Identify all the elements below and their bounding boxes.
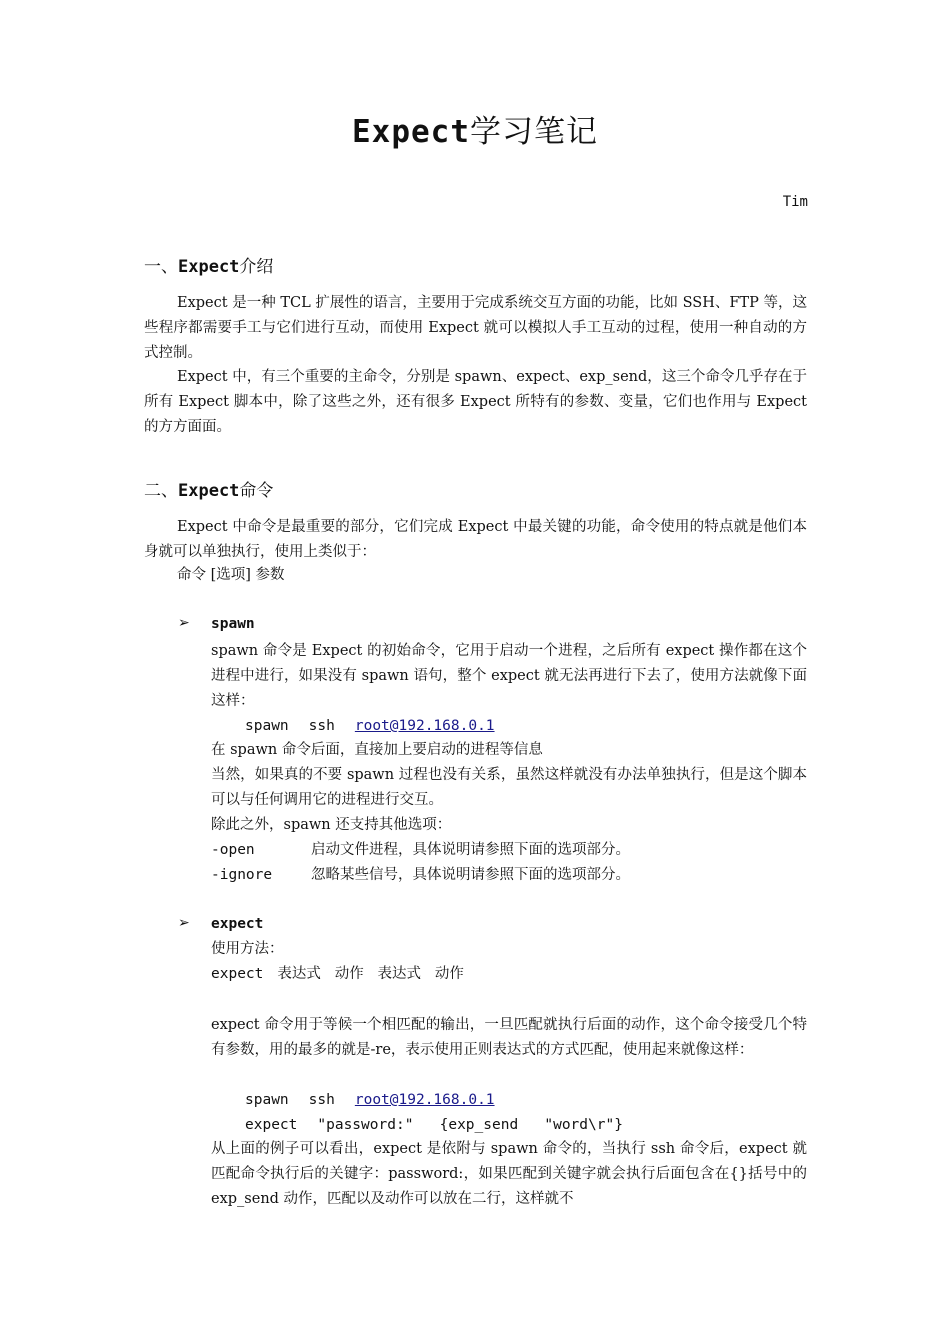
- spawn-option-ignore: [211, 863, 630, 888]
- section1-heading: [144, 252, 273, 277]
- section1-heading-en: Expect: [178, 257, 240, 277]
- section2-heading-zh: 命令: [239, 481, 274, 501]
- code-command: spawn: [245, 1092, 289, 1108]
- expect-heading: expect: [211, 916, 264, 932]
- title-en: Expect: [352, 114, 470, 150]
- syntax-args: 表达式 动作 表达式 动作: [277, 966, 464, 982]
- section1-number: 一、: [144, 257, 178, 277]
- code-command: spawn: [245, 718, 289, 734]
- expect-code-line-1: [245, 1088, 495, 1113]
- section1-paragraph-2: Expect 中，有三个重要的主命令，分别是 spawn、expect、exp_send，这三个命令几乎存在于所有 Expect 脚本中，除了这些之外，还有很多 Expect 所特有的参数、变量，它们也作用与 Expect 的方方面面。: [144, 369, 807, 435]
- bullet-arrow-icon: ➢: [178, 915, 190, 931]
- spawn-description: spawn 命令是 Expect 的初始命令，它用于启动一个进程，之后所有 expect 操作都在这个进程中进行，如果没有 spawn 语句，整个 expect 就无法再进行下去了，使用方法就像下面这样：: [211, 643, 807, 709]
- spawn-code-example: [245, 714, 495, 739]
- syntax-command: expect: [211, 966, 264, 982]
- spawn-heading: spawn: [211, 616, 255, 632]
- section2-heading-en: Expect: [178, 481, 240, 501]
- expect-usage-label: 使用方法：: [211, 941, 284, 957]
- option-description: 忽略某些信号，具体说明请参照下面的选项部分。: [311, 867, 630, 883]
- expect-syntax: [211, 962, 464, 987]
- code-argument: ssh: [308, 718, 335, 734]
- expect-code-line-2: [245, 1113, 623, 1138]
- command-syntax: 命令 [选项] 参数: [177, 567, 285, 583]
- document-title: [0, 106, 950, 151]
- bullet-arrow-icon: ➢: [178, 615, 190, 631]
- host-link[interactable]: root@192.168.0.1: [354, 1092, 495, 1108]
- option-name: -open: [211, 842, 255, 858]
- section1-paragraph-1: Expect 是一种 TCL 扩展性的语言，主要用于完成系统交互方面的功能，比如 SSH、FTP 等，这些程序都需要手工与它们进行互动，而使用 Expect 就可以模拟人手工互动的过程，使用一种自动的方式控制。: [144, 295, 807, 361]
- code-rest: "password:" {exp_send "word\r"}: [317, 1117, 623, 1133]
- spawn-option-open: [211, 838, 630, 863]
- section2-paragraph-1: Expect 中命令是最重要的部分，它们完成 Expect 中最关键的功能，命令使用的特点就是他们本身就可以单独执行，使用上类似于：: [144, 519, 807, 560]
- spawn-options-intro: 除此之外，spawn 还支持其他选项：: [211, 817, 452, 833]
- code-argument: ssh: [308, 1092, 335, 1108]
- spawn-note: 当然，如果真的不要 spawn 过程也没有关系，虽然这样就没有办法单独执行，但是这个脚本可以与任何调用它的进程进行交互。: [211, 767, 807, 808]
- expect-description: expect 命令用于等候一个相匹配的输出，一旦匹配就执行后面的动作，这个命令接受几个特有参数，用的最多的就是-re，表示使用正则表达式的方式匹配，使用起来就像这样：: [211, 1017, 807, 1058]
- title-zh: 学习笔记: [469, 114, 598, 150]
- section2-number: 二、: [144, 481, 178, 501]
- host-link[interactable]: root@192.168.0.1: [354, 718, 495, 734]
- author-line: Tim: [782, 194, 808, 210]
- section2-heading: [144, 476, 273, 501]
- option-description: 启动文件进程，具体说明请参照下面的选项部分。: [311, 842, 630, 858]
- expect-explanation: 从上面的例子可以看出，expect 是依附与 spawn 命令的，当执行 ssh 命令后，expect 就匹配命令执行后的关键字：password:，如果匹配到关键字就会执行后面包含在{}括号中的 exp_send 动作，匹配以及动作可以放在二行，这样就不: [211, 1141, 807, 1207]
- code-command: expect: [245, 1117, 298, 1133]
- option-name: -ignore: [211, 867, 273, 883]
- section1-heading-zh: 介绍: [239, 257, 274, 277]
- spawn-after-text: 在 spawn 命令后面，直接加上要启动的进程等信息: [211, 742, 543, 758]
